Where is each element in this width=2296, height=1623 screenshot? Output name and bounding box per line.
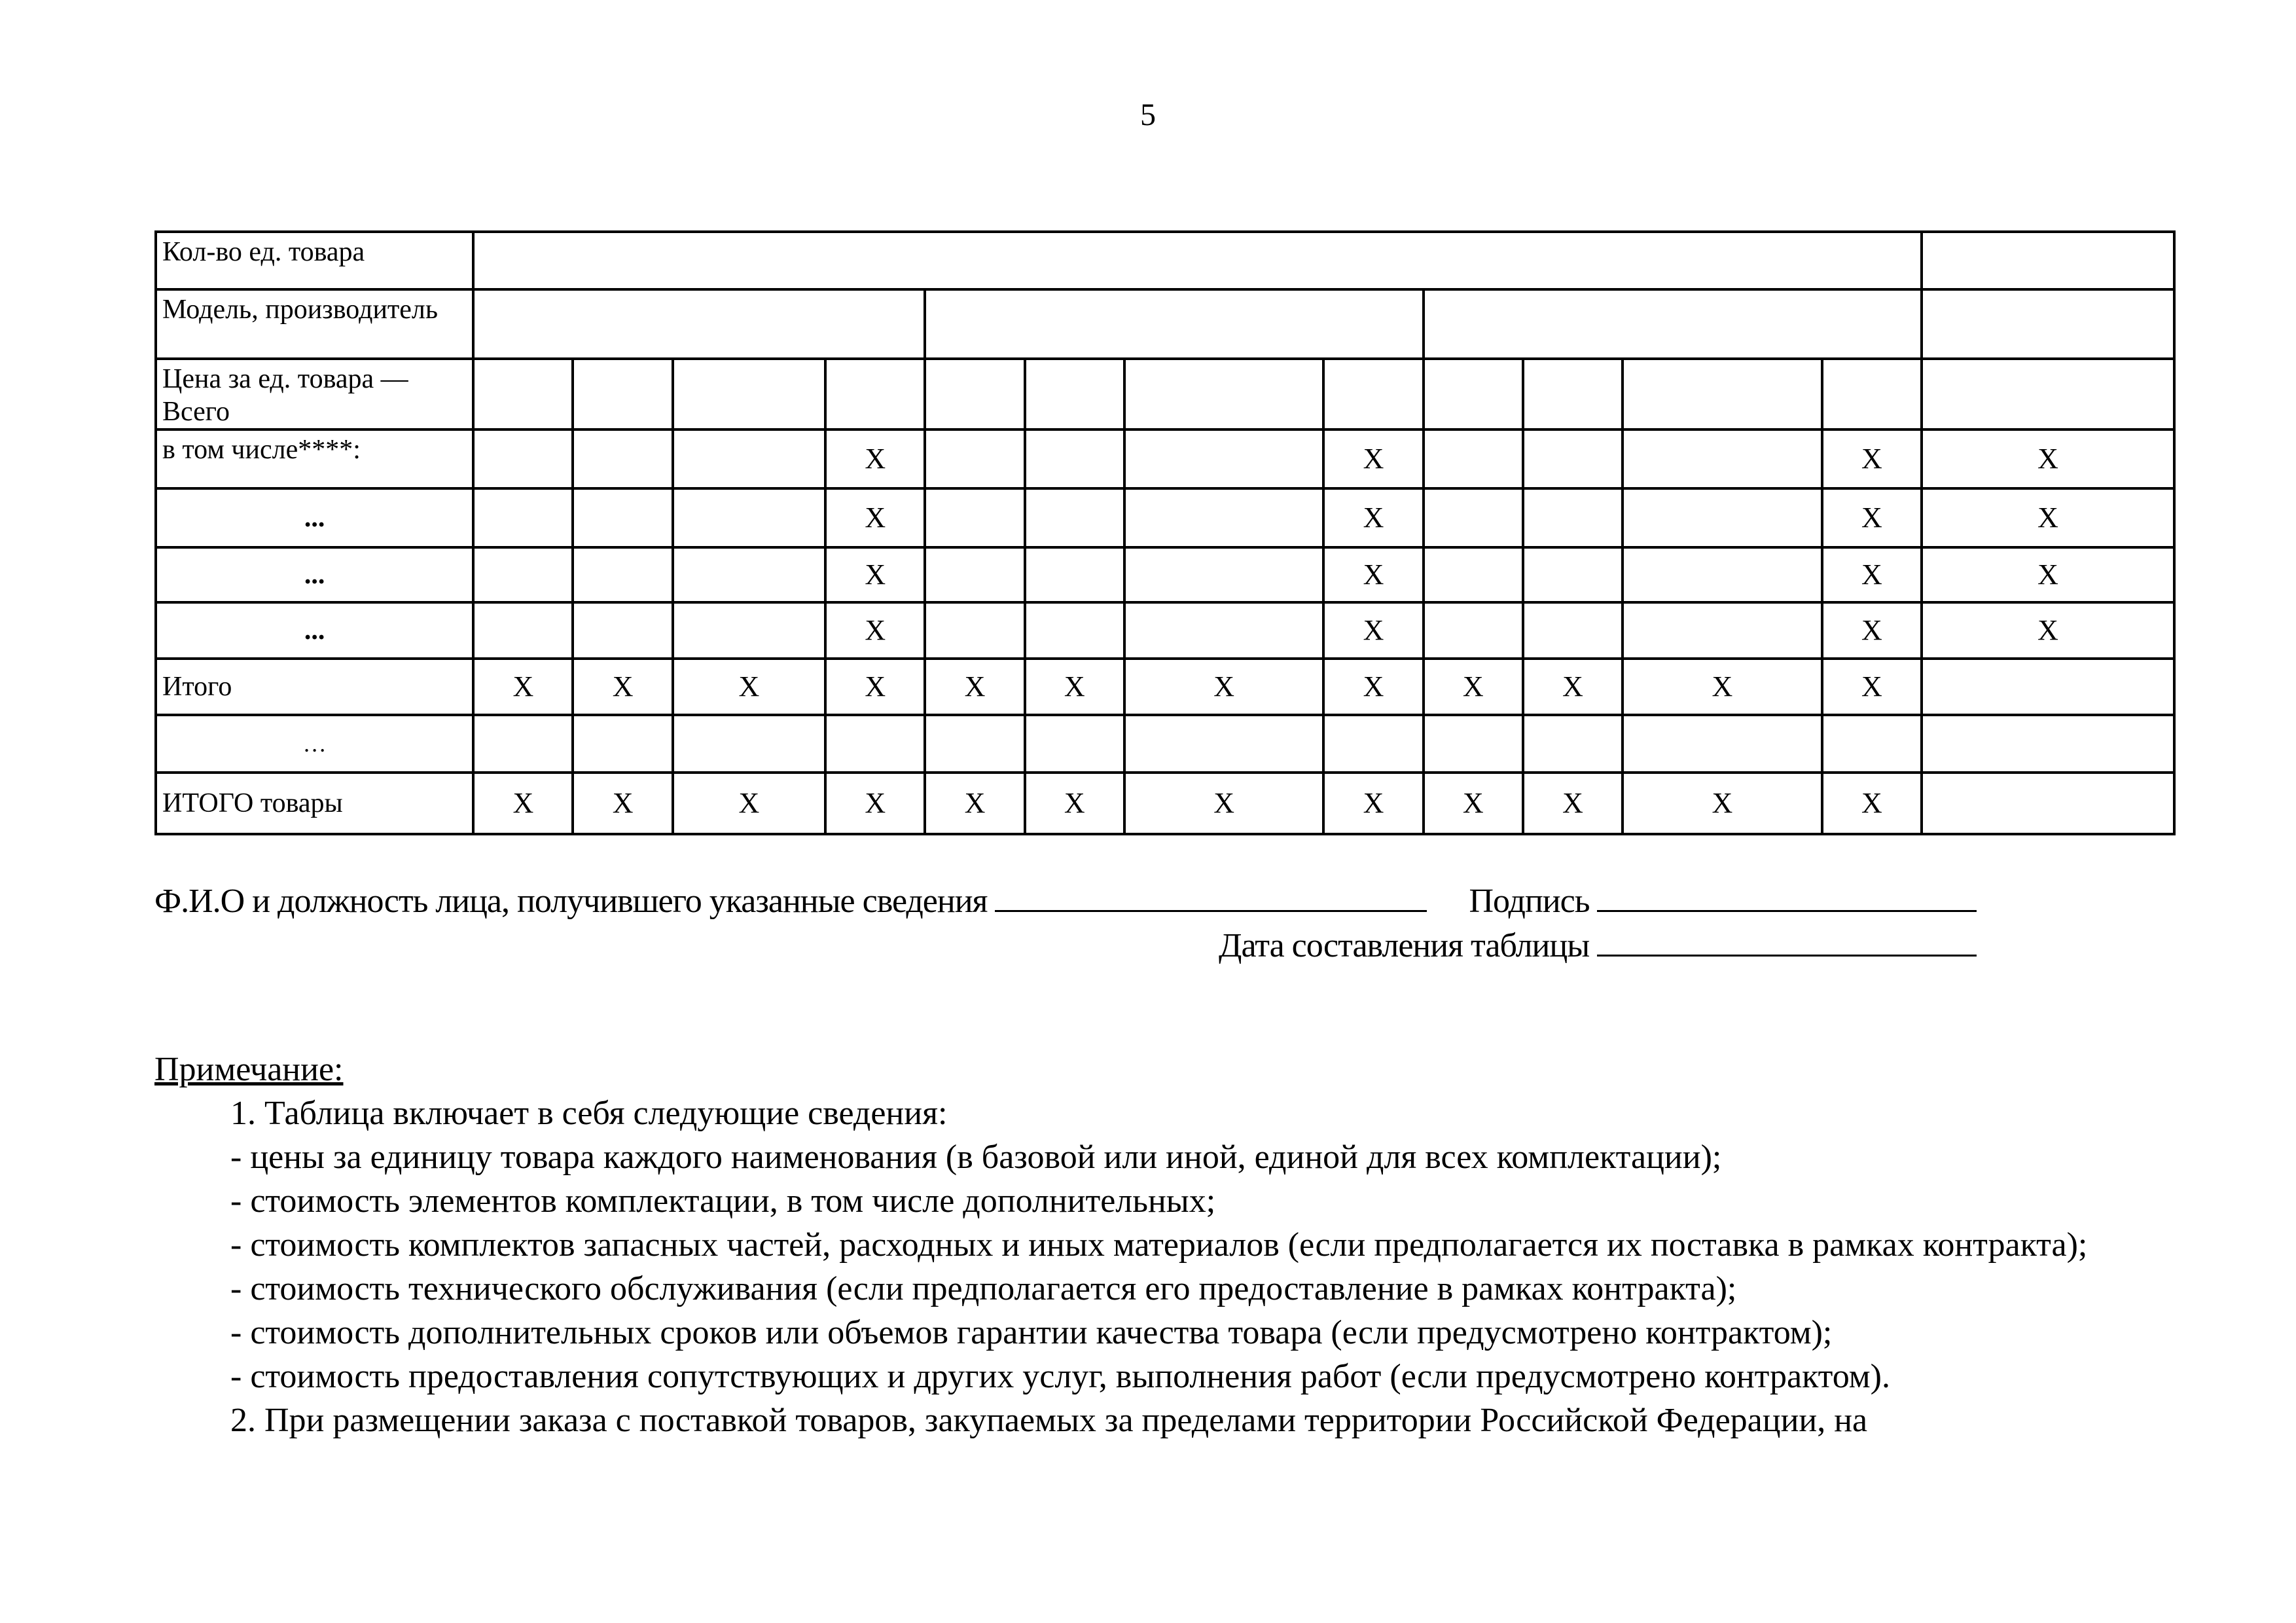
table-cell [1822, 359, 1922, 429]
table-cell [1922, 289, 2174, 359]
x-mark: Х [1323, 429, 1423, 488]
x-mark: Х [1323, 547, 1423, 602]
table-cell [673, 715, 825, 773]
x-mark: Х [1124, 773, 1324, 834]
x-mark: Х [1822, 547, 1922, 602]
table-cell [1025, 488, 1124, 547]
row-dots [156, 602, 2174, 659]
table-cell [1623, 602, 1822, 659]
sign-blank[interactable] [1597, 876, 1977, 912]
row-label-grand-total: ИТОГО товары [156, 773, 473, 834]
table-cell [573, 715, 672, 773]
x-mark: Х [1822, 488, 1922, 547]
x-mark: Х [1323, 602, 1423, 659]
table-cell [473, 602, 573, 659]
x-mark: Х [1922, 488, 2174, 547]
fio-label: Ф.И.О и должность лица, получившего указанные сведения [154, 883, 988, 920]
x-mark: Х [573, 773, 672, 834]
note-item: 1. Таблица включает в себя следующие сведения: [230, 1095, 948, 1132]
x-mark: Х [1623, 659, 1822, 715]
page-number: 5 [1140, 98, 1156, 132]
row-label-incl: в том числе****: [156, 429, 473, 488]
row-label-ellipsis: … [156, 715, 473, 773]
x-mark: Х [825, 429, 925, 488]
x-mark: Х [473, 773, 573, 834]
table-cell [1424, 488, 1523, 547]
table-cell [1424, 547, 1523, 602]
table-cell [825, 359, 925, 429]
table-cell [1623, 488, 1822, 547]
table-cell [473, 488, 573, 547]
table-cell [1623, 715, 1822, 773]
table-cell [573, 359, 672, 429]
table-cell [1523, 602, 1623, 659]
table-cell [473, 359, 573, 429]
note-item: - стоимость технического обслуживания (если предполагается его предоставление в рамках контракта); [230, 1270, 1737, 1307]
table-cell [1025, 429, 1124, 488]
table-cell [1623, 547, 1822, 602]
table-cell [1922, 359, 2174, 429]
table-cell [1922, 773, 2174, 834]
table-cell [925, 715, 1024, 773]
row-label-subtotal: Итого [156, 659, 473, 715]
x-mark: Х [1025, 773, 1124, 834]
row-model [156, 289, 2174, 359]
row-label-qty: Кол-во ед. товара [156, 232, 473, 289]
note-item: - стоимость элементов комплектации, в том числе дополнительных; [230, 1182, 1216, 1220]
x-mark: Х [825, 773, 925, 834]
row-ellipsis [156, 715, 2174, 773]
note-item: 2. При размещении заказа с поставкой товаров, закупаемых за пределами территории Российской Федерации, на [230, 1402, 1868, 1439]
table-cell [673, 359, 825, 429]
table-cell [1025, 602, 1124, 659]
x-mark: Х [825, 602, 925, 659]
table-cell [673, 547, 825, 602]
row-grand-total [156, 773, 2174, 834]
x-mark: Х [1323, 659, 1423, 715]
x-mark: Х [573, 659, 672, 715]
row-qty [156, 232, 2174, 289]
table-cell [825, 715, 925, 773]
table-cell [1424, 289, 1922, 359]
x-mark: Х [1822, 429, 1922, 488]
x-mark: Х [673, 773, 825, 834]
x-mark: Х [1822, 659, 1922, 715]
x-mark: Х [1523, 773, 1623, 834]
fio-blank[interactable] [995, 876, 1427, 912]
x-mark: Х [1623, 773, 1822, 834]
table-cell [1323, 715, 1423, 773]
row-label-dots: ... [156, 602, 473, 659]
row-label-dots: ... [156, 488, 473, 547]
x-mark: Х [1822, 602, 1922, 659]
table-cell [573, 488, 672, 547]
table-cell [473, 429, 573, 488]
table-cell [1523, 547, 1623, 602]
table-cell [1323, 359, 1423, 429]
x-mark: Х [1424, 773, 1523, 834]
table-cell [1523, 429, 1623, 488]
x-mark: Х [825, 659, 925, 715]
table-cell [1523, 715, 1623, 773]
table-cell [1124, 715, 1324, 773]
table-cell [1424, 429, 1523, 488]
table-cell [1922, 659, 2174, 715]
note-item: - цены за единицу товара каждого наименования (в базовой или иной, единой для всех комплектации); [230, 1139, 1722, 1176]
table-cell [473, 232, 1922, 289]
table-cell [673, 429, 825, 488]
x-mark: Х [673, 659, 825, 715]
row-label-dots: ... [156, 547, 473, 602]
table-cell [925, 429, 1024, 488]
notes-heading: Примечание: [154, 1051, 344, 1088]
table-cell [1922, 715, 2174, 773]
row-label-model: Модель, производитель [156, 289, 473, 359]
x-mark: Х [1922, 602, 2174, 659]
x-mark: Х [1922, 547, 2174, 602]
x-mark: Х [1523, 659, 1623, 715]
table-cell [473, 715, 573, 773]
x-mark: Х [925, 659, 1024, 715]
table-cell [1424, 715, 1523, 773]
table-cell [1424, 359, 1523, 429]
signature-line-date [1219, 921, 1977, 967]
note-item: - стоимость дополнительных сроков или объемов гарантии качества товара (если предусмотрено контрактом); [230, 1314, 1833, 1351]
table-cell [1124, 429, 1324, 488]
table-cell [1523, 488, 1623, 547]
table-cell [925, 602, 1024, 659]
row-dots [156, 547, 2174, 602]
table-cell [1124, 547, 1324, 602]
table-cell [573, 429, 672, 488]
table-cell [1124, 488, 1324, 547]
x-mark: Х [473, 659, 573, 715]
row-label-price: Цена за ед. товара — Всего [156, 359, 473, 429]
x-mark: Х [1822, 773, 1922, 834]
table-cell [673, 488, 825, 547]
table-cell [1025, 547, 1124, 602]
note-item: - стоимость комплектов запасных частей, расходных и иных материалов (если предполагается их поставка в рамках контракта); [230, 1226, 2088, 1264]
date-blank[interactable] [1597, 921, 1977, 957]
row-subtotal [156, 659, 2174, 715]
x-mark: Х [1124, 659, 1324, 715]
sign-label: Подпись [1469, 883, 1590, 920]
table-cell [925, 547, 1024, 602]
row-dots [156, 488, 2174, 547]
table-cell [573, 547, 672, 602]
x-mark: Х [1025, 659, 1124, 715]
table-cell [1822, 715, 1922, 773]
table-cell [473, 289, 925, 359]
table-cell [925, 359, 1024, 429]
x-mark: Х [825, 488, 925, 547]
note-item: - стоимость предоставления сопутствующих и других услуг, выполнения работ (если предусмотрено контрактом). [230, 1358, 1890, 1395]
row-price [156, 359, 2174, 429]
row-incl [156, 429, 2174, 488]
table-cell [925, 488, 1024, 547]
x-mark: Х [1323, 773, 1423, 834]
table-cell [573, 602, 672, 659]
x-mark: Х [1922, 429, 2174, 488]
table-cell [473, 547, 573, 602]
table-cell [1124, 359, 1324, 429]
x-mark: Х [825, 547, 925, 602]
x-mark: Х [1323, 488, 1423, 547]
date-label: Дата составления таблицы [1219, 927, 1590, 964]
table-cell [1623, 359, 1822, 429]
table-cell [1025, 359, 1124, 429]
table-cell [1025, 715, 1124, 773]
table-cell [1124, 602, 1324, 659]
price-table [154, 230, 2176, 835]
table-cell [1922, 232, 2174, 289]
table-cell [925, 289, 1423, 359]
x-mark: Х [925, 773, 1024, 834]
table-cell [673, 602, 825, 659]
signature-line-fio [154, 876, 1977, 922]
table-cell [1623, 429, 1822, 488]
x-mark: Х [1424, 659, 1523, 715]
table-cell [1523, 359, 1623, 429]
notes-section [154, 1048, 2138, 1442]
table-cell [1424, 602, 1523, 659]
